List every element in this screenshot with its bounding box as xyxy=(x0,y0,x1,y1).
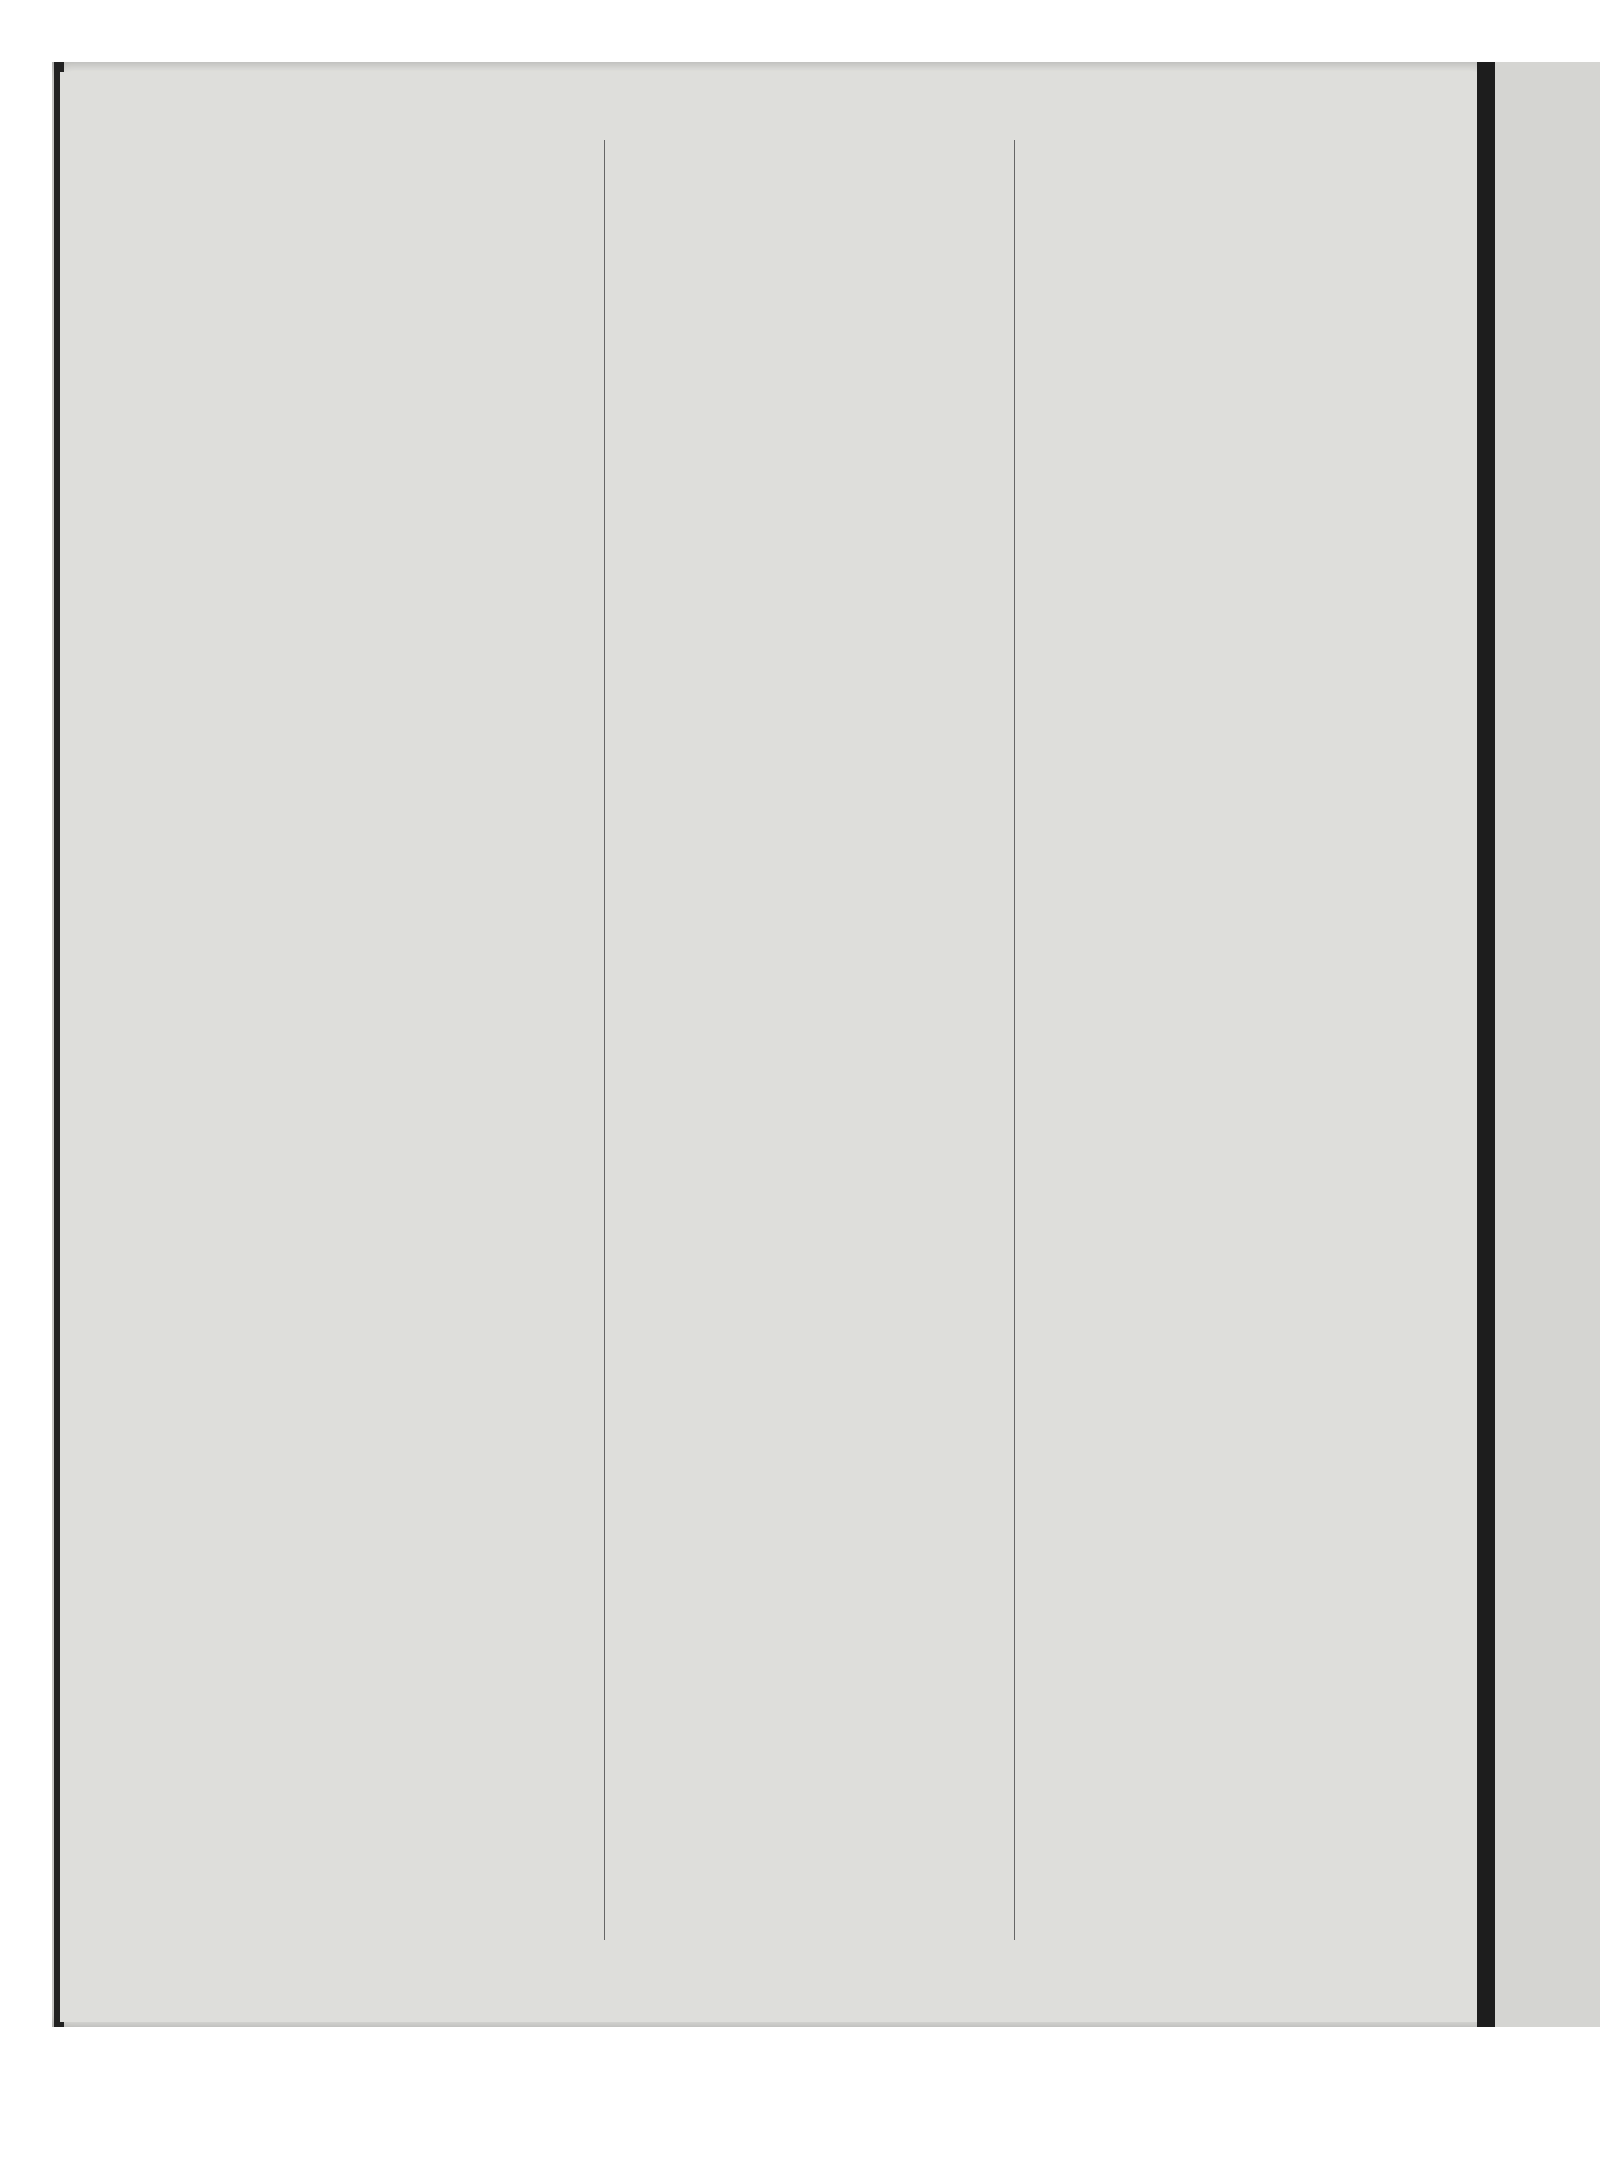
page-header xyxy=(220,100,1460,136)
next-page-edge xyxy=(1495,62,1600,2027)
column-rule xyxy=(604,140,605,1940)
column-rule xyxy=(1014,140,1015,1940)
page-gutter xyxy=(1477,62,1495,2027)
directory-page xyxy=(60,72,1485,2022)
